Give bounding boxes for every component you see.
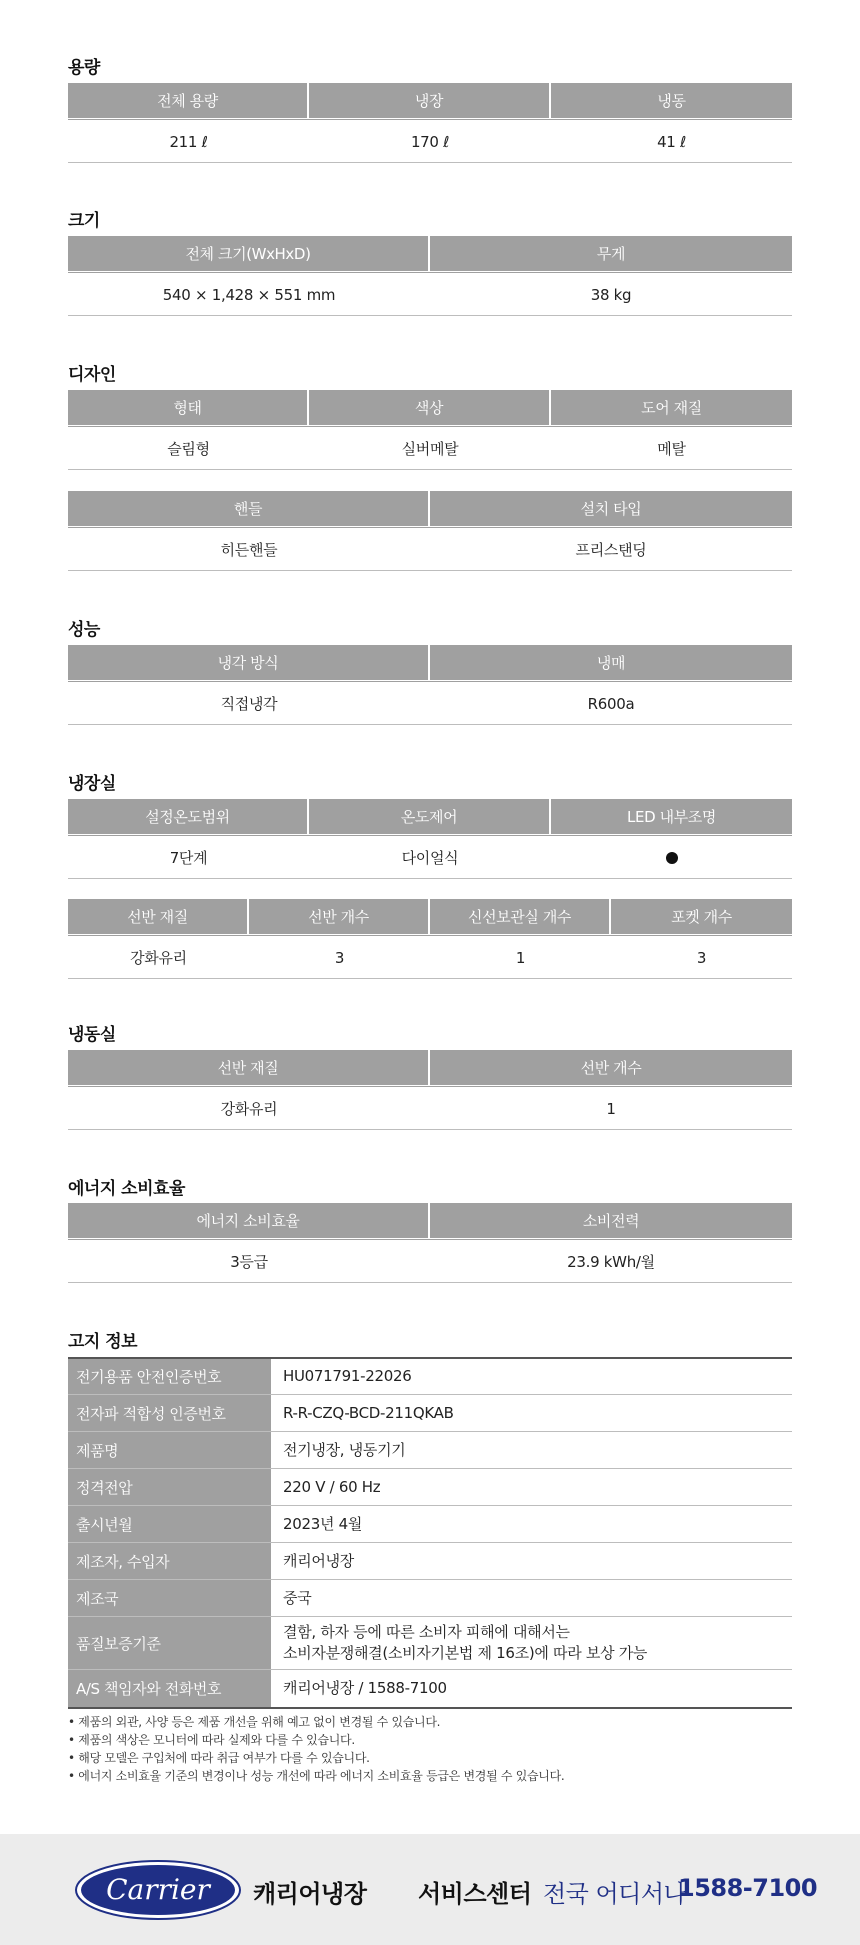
fridge-header-shelf-count: 선반 개수 [249,899,430,934]
notice-value-line-1: 결함, 하자 등에 따른 소비자 피해에 대해서는 [283,1623,570,1641]
freezer-table [68,1050,792,1130]
freezer-header-shelf-material: 선반 재질 [68,1050,430,1085]
note-item: • 제품의 외관, 사양 등은 제품 개선을 위해 예고 없이 변경될 수 있습니다. [68,1715,441,1729]
fridge-value-led [551,837,792,878]
performance-table [68,645,792,725]
performance-header-row [68,645,792,683]
section-title-performance: 성능 [68,620,100,640]
notice-value-line-2: 소비자분쟁해결(소비자기본법 제 16조)에 따라 보상 가능 [283,1644,648,1662]
size-header-dimensions: 전체 크기(WxHxD) [68,236,430,271]
freezer-value-row [68,1088,792,1130]
energy-value-grade: 3등급 [230,1253,268,1271]
fridge-value-temp-control: 다이얼식 [401,849,459,867]
energy-header-row [68,1203,792,1241]
notice-value: 중국 [283,1588,312,1607]
design-table-1 [68,390,792,470]
capacity-value-fridge: 170 ℓ [410,132,450,151]
design-header-shape: 형태 [68,390,309,425]
design-header-row-2 [68,491,792,529]
notice-value: 캐리어냉장 [283,1551,354,1570]
design-header-door: 도어 재질 [641,399,702,417]
notice-row [68,1543,792,1580]
energy-header-grade: 에너지 소비효율 [68,1203,430,1238]
carrier-logo [74,1859,242,1921]
notice-row [68,1432,792,1469]
energy-table [68,1203,792,1283]
notice-row [68,1580,792,1617]
design-table-2 [68,491,792,571]
notice-label: 제조국 [68,1580,273,1616]
size-value-dimensions: 540 × 1,428 × 551 mm [162,285,336,304]
design-value-color: 실버메탈 [401,440,459,458]
capacity-table [68,83,792,163]
notice-row [68,1395,792,1432]
fridge-header-shelf-material: 선반 재질 [68,899,249,934]
notice-value: HU071791-22026 [283,1367,412,1385]
fridge-header-row-1 [68,799,792,837]
energy-value-power: 23.9 kWh/월 [567,1253,655,1271]
led-available-dot-icon [666,852,678,864]
notice-row [68,1359,792,1395]
section-title-notice: 고지 정보 [68,1332,138,1352]
logo-text: Carrier [106,1873,210,1906]
size-header-weight: 무게 [596,245,626,263]
fridge-value-pocket-count: 3 [696,948,707,967]
design-value-door: 메탈 [657,440,686,458]
performance-header-cooling: 냉각 방식 [68,645,430,680]
notice-row [68,1670,792,1707]
fridge-header-temp-control: 온도제어 [309,799,551,834]
notice-table [68,1357,792,1709]
notice-value: 캐리어냉장 / 1588-7100 [283,1679,447,1697]
size-value-row [68,274,792,316]
design-value-row-2 [68,529,792,571]
design-value-shape: 슬림형 [167,440,210,458]
design-value-row-1 [68,428,792,470]
section-title-fridge: 냉장실 [68,774,116,794]
capacity-header-total: 전체 용량 [68,83,309,118]
notice-value: 2023년 4월 [283,1514,363,1533]
notice-value-multiline [273,1617,792,1669]
design-header-install: 설치 타입 [580,500,642,518]
section-title-capacity: 용량 [68,58,100,78]
performance-value-row [68,683,792,725]
fridge-header-led: LED 내부조명 [627,808,716,826]
performance-value-cooling: 직접냉각 [220,695,278,713]
capacity-header-row [68,83,792,121]
fridge-value-row-1 [68,837,792,879]
section-title-energy: 에너지 소비효율 [68,1179,185,1199]
notice-row [68,1469,792,1506]
design-header-handle: 핸들 [68,491,430,526]
section-title-freezer: 냉동실 [68,1025,116,1045]
design-value-handle: 히든핸들 [220,541,278,559]
capacity-value-row [68,121,792,163]
size-value-weight: 38 kg [590,285,632,304]
note-item: • 제품의 색상은 모니터에 따라 실제와 다를 수 있습니다. [68,1733,355,1747]
capacity-header-fridge: 냉장 [309,83,551,118]
note-item: • 에너지 소비효율 기준의 변경이나 성능 개선에 따라 에너지 소비효율 등급은 변경될 수 있습니다. [68,1769,565,1783]
fridge-table-2 [68,899,792,979]
capacity-value-total: 211 ℓ [169,132,208,151]
energy-header-power: 소비전력 [582,1212,640,1230]
note-item: • 해당 모델은 구입처에 따라 취급 여부가 다를 수 있습니다. [68,1751,370,1765]
fridge-header-pocket-count: 포켓 개수 [671,908,732,926]
fridge-table-1 [68,799,792,879]
notice-value: 220 V / 60 Hz [283,1477,381,1496]
size-header-row [68,236,792,274]
footer-nationwide: 전국 어디서나 [543,1880,687,1908]
fridge-header-row-2 [68,899,792,937]
notice-row [68,1617,792,1670]
design-header-row-1 [68,390,792,428]
fridge-value-fresh-count: 1 [515,948,526,967]
notice-value: R-R-CZQ-BCD-211QKAB [283,1403,454,1422]
freezer-header-shelf-count: 선반 개수 [580,1059,642,1077]
fridge-header-fresh-count: 신선보관실 개수 [430,899,611,934]
section-title-design: 디자인 [68,365,116,385]
notice-value: 전기냉장, 냉동기기 [283,1440,406,1459]
fridge-value-row-2 [68,937,792,979]
freezer-value-shelf-count: 1 [606,1099,616,1118]
notice-label: 출시년월 [68,1506,273,1542]
fridge-value-shelf-material: 강화유리 [130,949,187,967]
notice-label: 품질보증기준 [68,1617,273,1669]
design-value-install: 프리스탠딩 [575,541,647,559]
design-header-color: 색상 [309,390,551,425]
notice-label: 제조자, 수입자 [68,1543,273,1579]
notice-label: 전기용품 안전인증번호 [68,1359,273,1394]
notice-label: 전자파 적합성 인증번호 [68,1395,273,1431]
freezer-value-shelf-material: 강화유리 [220,1100,278,1118]
footer-phone[interactable]: 1588-7100 [678,1874,818,1902]
fridge-header-temp-range: 설정온도범위 [68,799,309,834]
capacity-value-freezer: 41 ℓ [657,132,686,151]
section-title-size: 크기 [68,211,100,231]
capacity-header-freezer: 냉동 [657,92,686,110]
fridge-value-temp-range: 7단계 [169,849,208,867]
fridge-value-shelf-count: 3 [334,948,345,967]
notice-label: 제품명 [68,1432,273,1468]
performance-header-refrigerant: 냉매 [596,654,626,672]
footer-service: 서비스센터 [418,1880,532,1908]
footer-brand: 캐리어냉장 [253,1880,367,1908]
notice-row [68,1506,792,1543]
freezer-header-row [68,1050,792,1088]
performance-value-refrigerant: R600a [587,694,635,713]
energy-value-row [68,1241,792,1283]
size-table [68,236,792,316]
footer-banner [0,1834,860,1945]
notice-label: 정격전압 [68,1469,273,1505]
disclaimer-notes [68,1713,792,1785]
notice-label: A/S 책임자와 전화번호 [68,1670,273,1707]
